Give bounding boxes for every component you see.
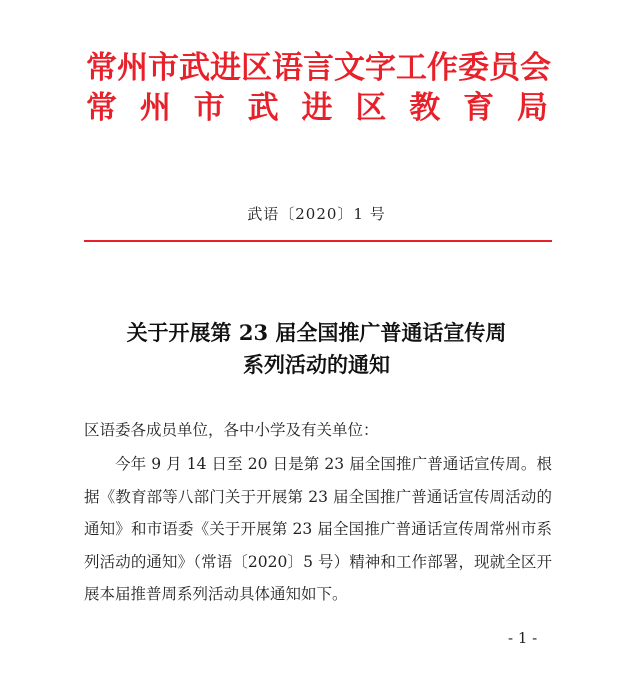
issuer-name-language-committee: 常州市武进区语言文字工作委员会 xyxy=(86,50,551,86)
salutation: 区语委各成员单位，各中小学及有关单位： xyxy=(84,421,379,439)
document-title-line-2: 系列活动的通知 xyxy=(243,352,390,377)
document-title-line-1: 关于开展第 23 届全国推广普通话宣传周 xyxy=(126,320,507,345)
red-header-divider xyxy=(84,240,552,242)
document-number: 武语〔2020〕1 号 xyxy=(247,205,386,223)
body-paragraph: 今年 9 月 14 日至 20 日是第 23 届全国推广普通话宣传周。根据《教育部等八部门关于开展第 23 届全国推广普通话宣传周活动的通知》和市语委《关于开展第 23 届全国推广普通话宣传周常州市系列活动的通知》（常语〔2020〕5 号）精神和工作部署，现就全区开展本届推普周系列活动具体通知如下。 xyxy=(84,455,552,603)
page-number: - 1 - xyxy=(508,629,538,647)
issuer-name-education-bureau: 常州市武进区教育局 xyxy=(86,90,548,126)
